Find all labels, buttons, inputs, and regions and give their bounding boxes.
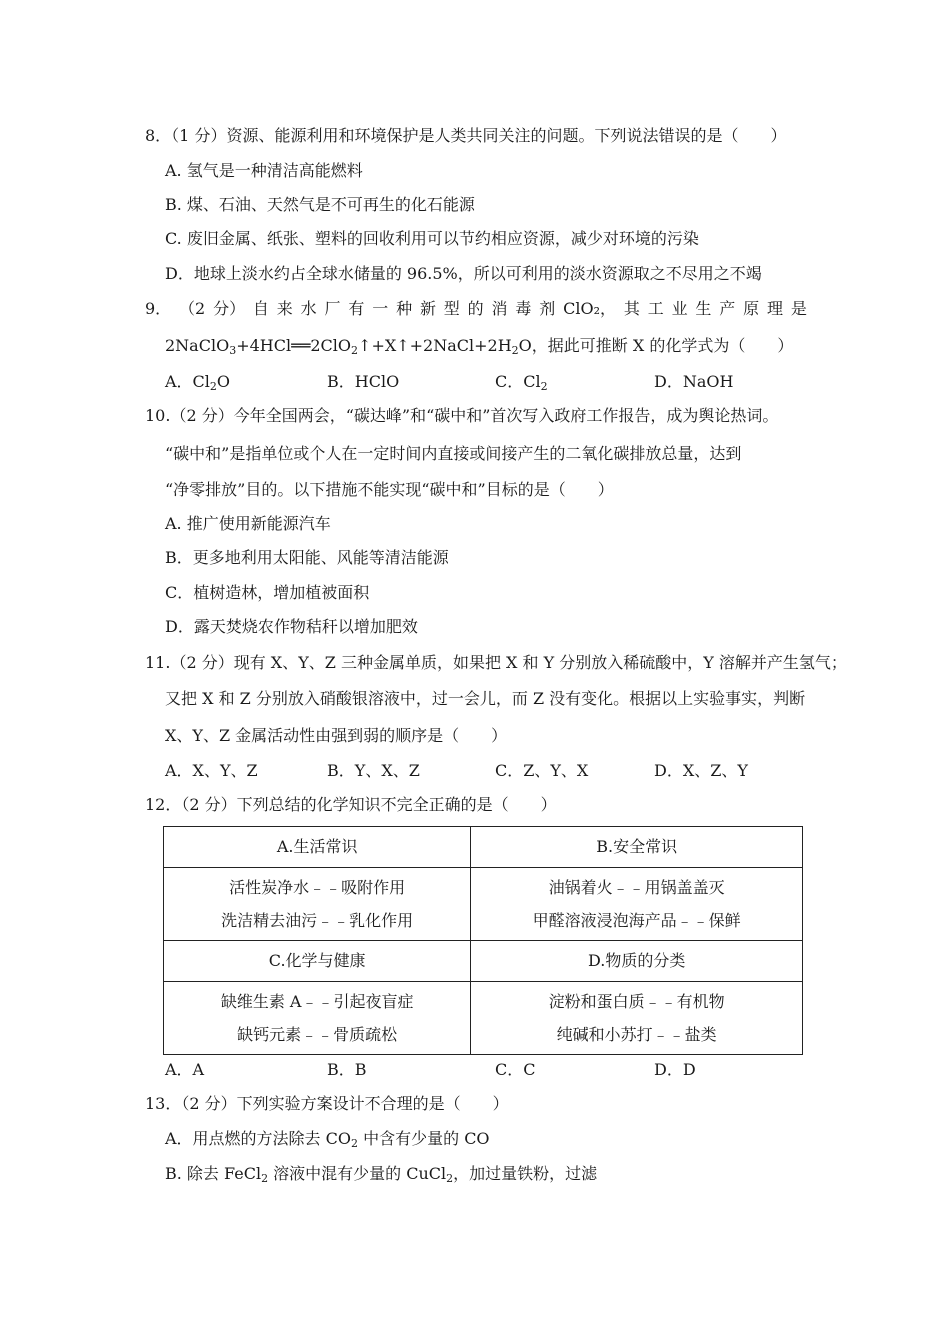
q12-knowledge-table (163, 826, 803, 1055)
q8-option-b: B. 煤、石油、天然气是不可再生的化石能源 (165, 195, 475, 214)
q11-option-b: B．Y、X、Z (327, 761, 420, 780)
q12-option-a: A．A (165, 1060, 205, 1079)
table-cell-a-body: 活性炭净水﹣﹣吸附作用 洗洁精去油污﹣﹣乳化作用 (164, 868, 471, 941)
q9-stem: 9． （2 分） 自 来 水 厂 有 一 种 新 型 的 消 毒 剂 ClO₂， 其 工 业 生 产 原 理 是 (145, 299, 807, 318)
table-cell-a-head: A.生活常识 (164, 827, 471, 868)
q11-option-a: A．X、Y、Z (165, 761, 258, 780)
q13-option-b: B. 除去 FeCl$_2$ 溶液中混有少量的 CuCl$_2$，加过量铁粉，过滤 (165, 1164, 598, 1185)
q11-stem-line3: X、Y、Z 金属活动性由强到弱的顺序是（ ） (165, 726, 508, 745)
q12-option-b: B．B (327, 1060, 367, 1079)
q8-option-a: A. 氢气是一种清洁高能燃料 (165, 161, 363, 180)
q9-option-d: D．NaOH (654, 372, 734, 391)
q13-option-a: A．用点燃的方法除去 $CO_2$ 中含有少量的 CO (165, 1129, 490, 1150)
table-cell-b-head: B.安全常识 (471, 827, 803, 868)
q10-stem-line2: “碳中和”是指单位或个人在一定时间内直接或间接产生的二氧化碳排放总量，达到 (165, 444, 742, 463)
q12-option-d: D．D (654, 1060, 696, 1079)
q9-option-a: A．$Cl_2O$ (165, 372, 231, 393)
q10-stem-line3: “净零排放”目的。以下措施不能实现“碳中和”目标的是（ ） (165, 480, 614, 499)
table-cell-c-head: C.化学与健康 (164, 941, 471, 982)
q12-option-c: C．C (495, 1060, 536, 1079)
q10-option-b: B．更多地利用太阳能、风能等清洁能源 (165, 548, 449, 567)
table-cell-d-body: 淀粉和蛋白质﹣﹣有机物 纯碱和小苏打﹣﹣盐类 (471, 982, 803, 1055)
q10-stem: 10.（2 分）今年全国两会，“碳达峰”和“碳中和”首次写入政府工作报告，成为舆论热词。 (145, 406, 779, 425)
q11-option-c: C．Z、Y、X (495, 761, 589, 780)
q8-stem: 8．（1 分）资源、能源利用和环境保护是人类共同关注的问题。下列说法错误的是（ ） (145, 126, 787, 145)
q13-stem: 13．（2 分）下列实验方案设计不合理的是（ ） (145, 1094, 509, 1113)
q11-stem: 11.（2 分）现有 X、Y、Z 三种金属单质，如果把 X 和 Y 分别放入稀硫酸中，Y 溶解并产生氢气； (145, 653, 847, 672)
table-cell-d-head: D.物质的分类 (471, 941, 803, 982)
q8-option-c: C. 废旧金属、纸张、塑料的回收利用可以节约相应资源，减少对环境的污染 (165, 229, 699, 248)
q10-option-c: C．植树造林，增加植被面积 (165, 583, 370, 602)
q12-stem: 12．（2 分）下列总结的化学知识不完全正确的是（ ） (145, 795, 557, 814)
q11-option-d: D．X、Z、Y (654, 761, 748, 780)
q11-stem-line2: 又把 X 和 Z 分别放入硝酸银溶液中，过一会儿，而 Z 没有变化。根据以上实验事实，判断 (165, 689, 806, 708)
q10-option-a: A. 推广使用新能源汽车 (165, 514, 331, 533)
q9-option-b: B．HClO (327, 372, 400, 391)
q8-option-d: D．地球上淡水约占全球水储量的 96.5%，所以可利用的淡水资源取之不尽用之不竭 (165, 264, 762, 283)
q9-equation: $2NaClO_3+4HCl══2ClO_2↑+X↑+2NaCl+2H_2O$，据此可推断 X 的化学式为（ ） (165, 336, 794, 357)
table-cell-b-body: 油锅着火﹣﹣用锅盖盖灭 甲醛溶液浸泡海产品﹣﹣保鲜 (471, 868, 803, 941)
q9-option-c: C．$Cl_2$ (495, 372, 548, 393)
table-cell-c-body: 缺维生素 A﹣﹣引起夜盲症 缺钙元素﹣﹣骨质疏松 (164, 982, 471, 1055)
q10-option-d: D．露天焚烧农作物秸秆以增加肥效 (165, 617, 418, 636)
